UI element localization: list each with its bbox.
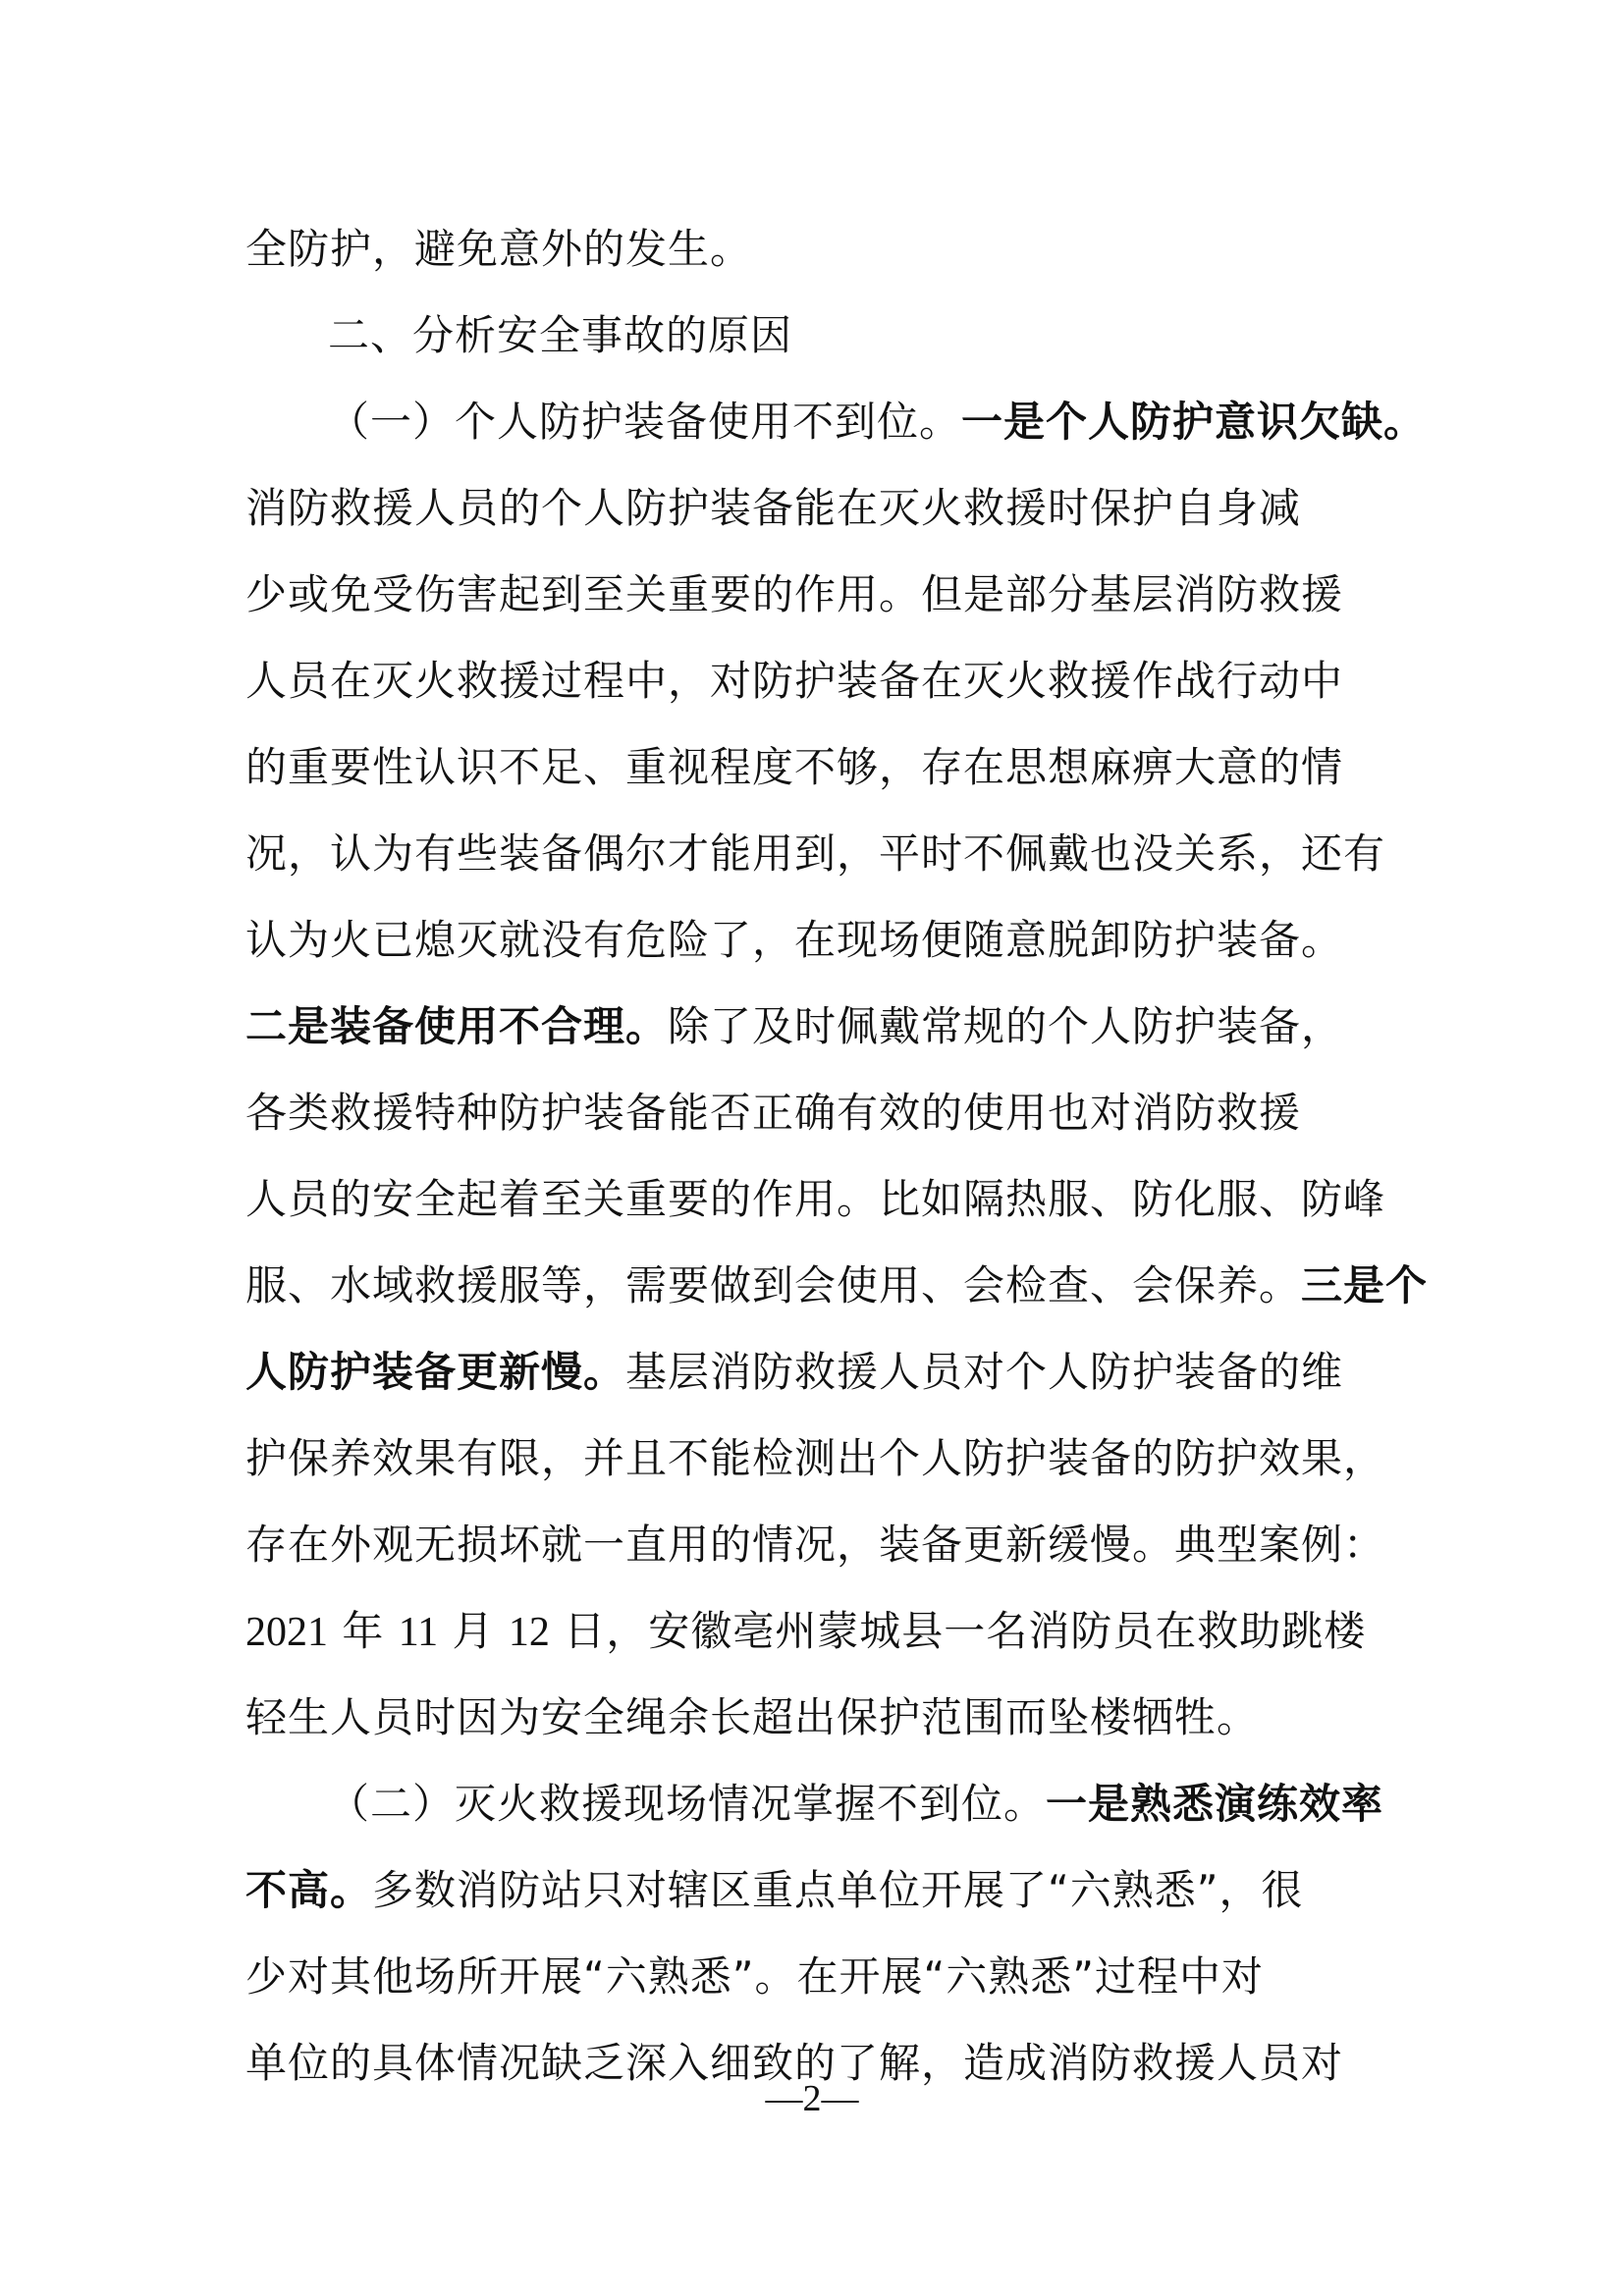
- text-line-7: [245, 724, 1394, 811]
- text-run: 消防救援人员的个人防护装备能在灭火救援时保护自身减: [245, 484, 1302, 532]
- text-run: 月: [452, 1607, 495, 1655]
- text-line-11: [245, 1070, 1394, 1156]
- text-line-10: [245, 984, 1394, 1070]
- text-run: 少对其他场所开展“六熟悉”。在开展“六熟悉”过程中对: [245, 1952, 1265, 2001]
- subsection-heading-1: [245, 379, 1427, 465]
- text-run: 人员在灭火救援过程中，对防护装备在灭火救援作战行动中: [245, 657, 1344, 705]
- subsection-heading-2: [245, 1761, 1394, 1847]
- text-line-1: [245, 206, 1394, 293]
- text-line-20: [245, 1847, 1394, 1934]
- text-line-18: [245, 1675, 1394, 1761]
- text-run: 日，安徽亳州蒙城县一名消防员在救助跳楼: [564, 1607, 1367, 1655]
- text-line-8: [245, 811, 1394, 897]
- day-number: 12: [508, 1610, 550, 1655]
- text-line-12: [245, 1156, 1394, 1243]
- text-run: 年: [342, 1607, 385, 1655]
- text-run: 护保养效果有限，并且不能检测出个人防护装备的防护效果，: [245, 1434, 1386, 1482]
- text-run: 各类救援特种防护装备能否正确有效的使用也对消防救援: [245, 1089, 1302, 1137]
- text-run: 二、分析安全事故的原因: [328, 311, 793, 359]
- text-line-14: [245, 1329, 1394, 1415]
- text-run: （二）灭火救援现场情况掌握不到位。: [328, 1780, 1047, 1828]
- text-run: 多数消防站只对辖区重点单位开展了“六熟悉”，很: [372, 1866, 1304, 1914]
- text-line-9: [245, 897, 1394, 984]
- bold-point: 二是装备使用不合理。: [245, 1002, 669, 1050]
- body-text: [245, 206, 1429, 2107]
- section-heading-2: [245, 293, 1394, 379]
- text-run: 单位的具体情况缺乏深入细致的了解，造成消防救援人员对: [245, 2039, 1344, 2087]
- text-run: 轻生人员时因为安全绳余长超出保护范围而坠楼牺牲。: [245, 1693, 1260, 1741]
- text-line-4: [245, 465, 1394, 552]
- text-run: 的重要性认识不足、重视程度不够，存在思想麻痹大意的情: [245, 743, 1344, 791]
- page-number: —2—: [765, 2078, 859, 2119]
- bold-point: 一是个人防护意识欠缺。: [961, 398, 1427, 446]
- text-run: 人员的安全起着至关重要的作用。比如隔热服、防化服、防峰: [245, 1175, 1386, 1223]
- text-run: 全防护，避免意外的发生。: [245, 225, 753, 273]
- text-run: 况，认为有些装备偶尔才能用到，平时不佩戴也没关系，还有: [245, 829, 1386, 878]
- text-line-15: [245, 1415, 1394, 1502]
- text-line-6: [245, 638, 1394, 724]
- bold-point: 不高。: [245, 1866, 373, 1914]
- text-line-21: [245, 1934, 1394, 2020]
- text-line-13: [245, 1243, 1429, 1329]
- month-number: 11: [398, 1610, 439, 1655]
- text-line-17: [245, 1588, 1394, 1675]
- bold-point: 人防护装备更新慢。: [245, 1348, 626, 1396]
- text-run: 少或免受伤害起到至关重要的作用。但是部分基层消防救援: [245, 570, 1344, 618]
- text-run: 认为火已熄灭就没有危险了，在现场便随意脱卸防护装备。: [245, 916, 1344, 964]
- text-run: 存在外观无损坏就一直用的情况，装备更新缓慢。典型案例：: [245, 1521, 1386, 1569]
- text-line-16: [245, 1502, 1394, 1588]
- text-run: 服、水域救援服等，需要做到会使用、会检查、会保养。: [245, 1261, 1302, 1309]
- text-run: 除了及时佩戴常规的个人防护装备，: [668, 1002, 1344, 1050]
- bold-point: 三是个: [1301, 1261, 1429, 1309]
- text-run: （一）个人防护装备使用不到位。: [328, 398, 962, 446]
- text-line-5: [245, 552, 1394, 638]
- text-run: 基层消防救援人员对个人防护装备的维: [625, 1348, 1344, 1396]
- year-number: 2021: [245, 1610, 328, 1655]
- bold-point: 一是熟悉演练效率: [1046, 1780, 1384, 1828]
